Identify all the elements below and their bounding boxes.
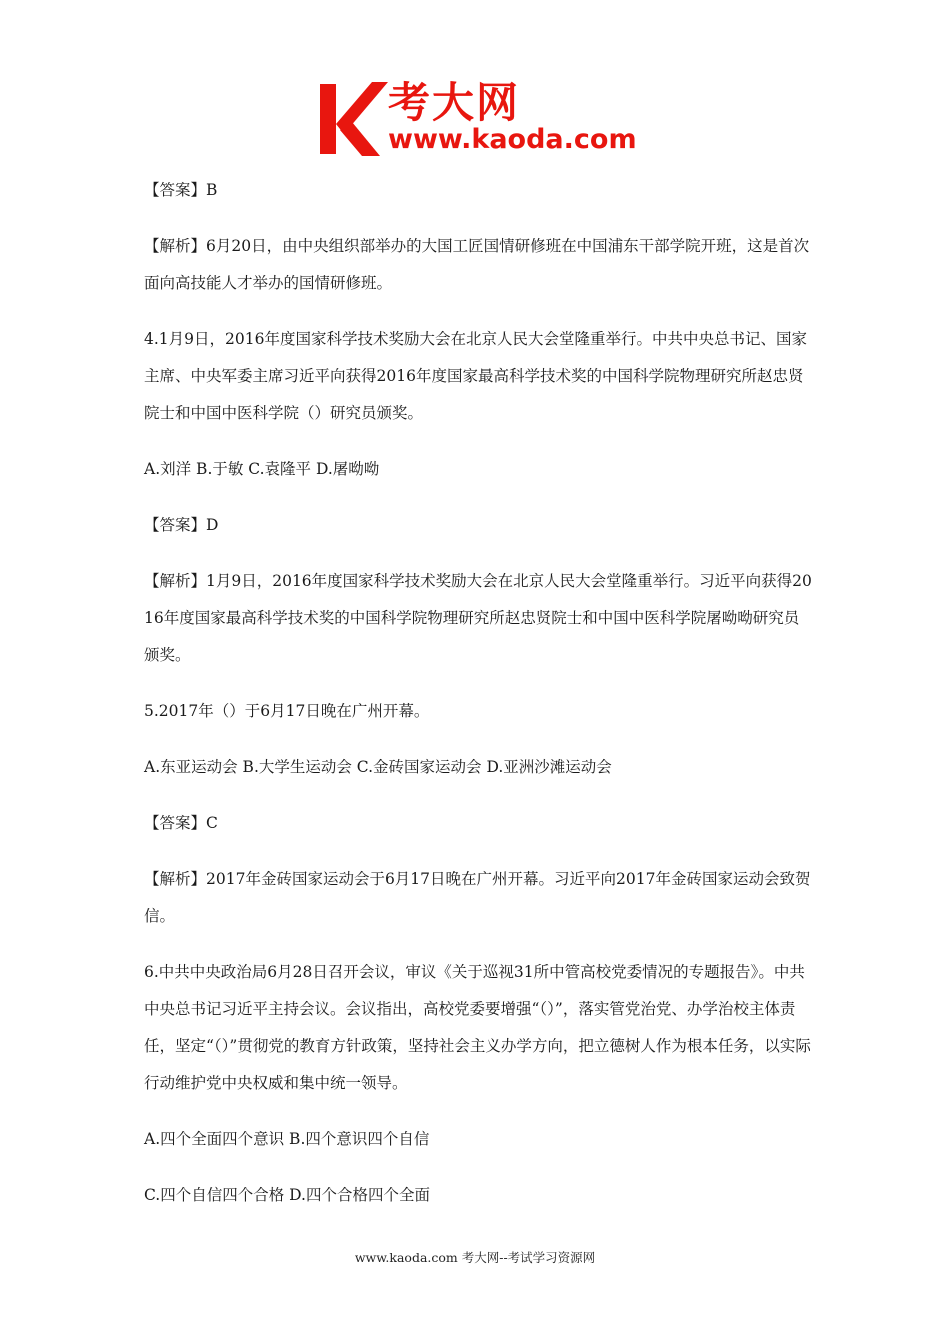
logo-k-icon [318, 80, 388, 158]
analysis-4: 【解析】1月9日，2016年度国家科学技术奖励大会在北京人民大会堂隆重举行。习近平向获得2016年度国家最高科学技术奖的中国科学院物理研究所赵忠贤院士和中国中医科学院屠呦呦研究员颁奖。 [144, 572, 812, 664]
answer-5: 【答案】C [144, 814, 218, 832]
answer-3: 【答案】B [144, 181, 218, 199]
question-4: 4.1月9日，2016年度国家科学技术奖励大会在北京人民大会堂隆重举行。中共中央总书记、国家主席、中央军委主席习近平向获得2016年度国家最高科学技术奖的中国科学院物理研究所赵忠贤院士和中国中医科学院（）研究员颁奖。 [144, 330, 807, 422]
analysis-5: 【解析】2017年金砖国家运动会于6月17日晚在广州开幕。习近平向2017年金砖国家运动会致贺信。 [144, 870, 811, 925]
options-5: A.东亚运动会 B.大学生运动会 C.金砖国家运动会 D.亚洲沙滩运动会 [144, 758, 612, 776]
question-5: 5.2017年（）于6月17日晚在广州开幕。 [144, 702, 430, 720]
question-6: 6.中共中央政治局6月28日召开会议，审议《关于巡视31所中管高校党委情况的专题报告》。中共中央总书记习近平主持会议。会议指出，高校党委要增强“（）”，落实管党治党、办学治校主体责任，坚定“（）”贯彻党的教育方针政策，坚持社会主义办学方向，把立德树人作为根本任务，以实际行动维护党中央权威和集中统一领导。 [144, 963, 811, 1092]
logo-url-text: www.kaoda.com [388, 124, 637, 155]
options-4: A.刘洋 B.于敏 C.袁隆平 D.屠呦呦 [144, 460, 380, 478]
options-6-ab: A.四个全面四个意识 B.四个意识四个自信 [144, 1130, 430, 1148]
answer-4: 【答案】D [144, 516, 219, 534]
logo-brand-text: 考大网 [388, 78, 521, 127]
options-6-cd: C.四个自信四个合格 D.四个合格四个全面 [144, 1186, 430, 1204]
document-body [144, 172, 812, 1233]
analysis-3: 【解析】6月20日，由中央组织部举办的大国工匠国情研修班在中国浦东干部学院开班，这是首次面向高技能人才举办的国情研修班。 [144, 237, 810, 292]
kaoda-logo [318, 80, 638, 160]
page-footer: www.kaoda.com 考大网--考试学习资源网 [354, 1250, 596, 1265]
